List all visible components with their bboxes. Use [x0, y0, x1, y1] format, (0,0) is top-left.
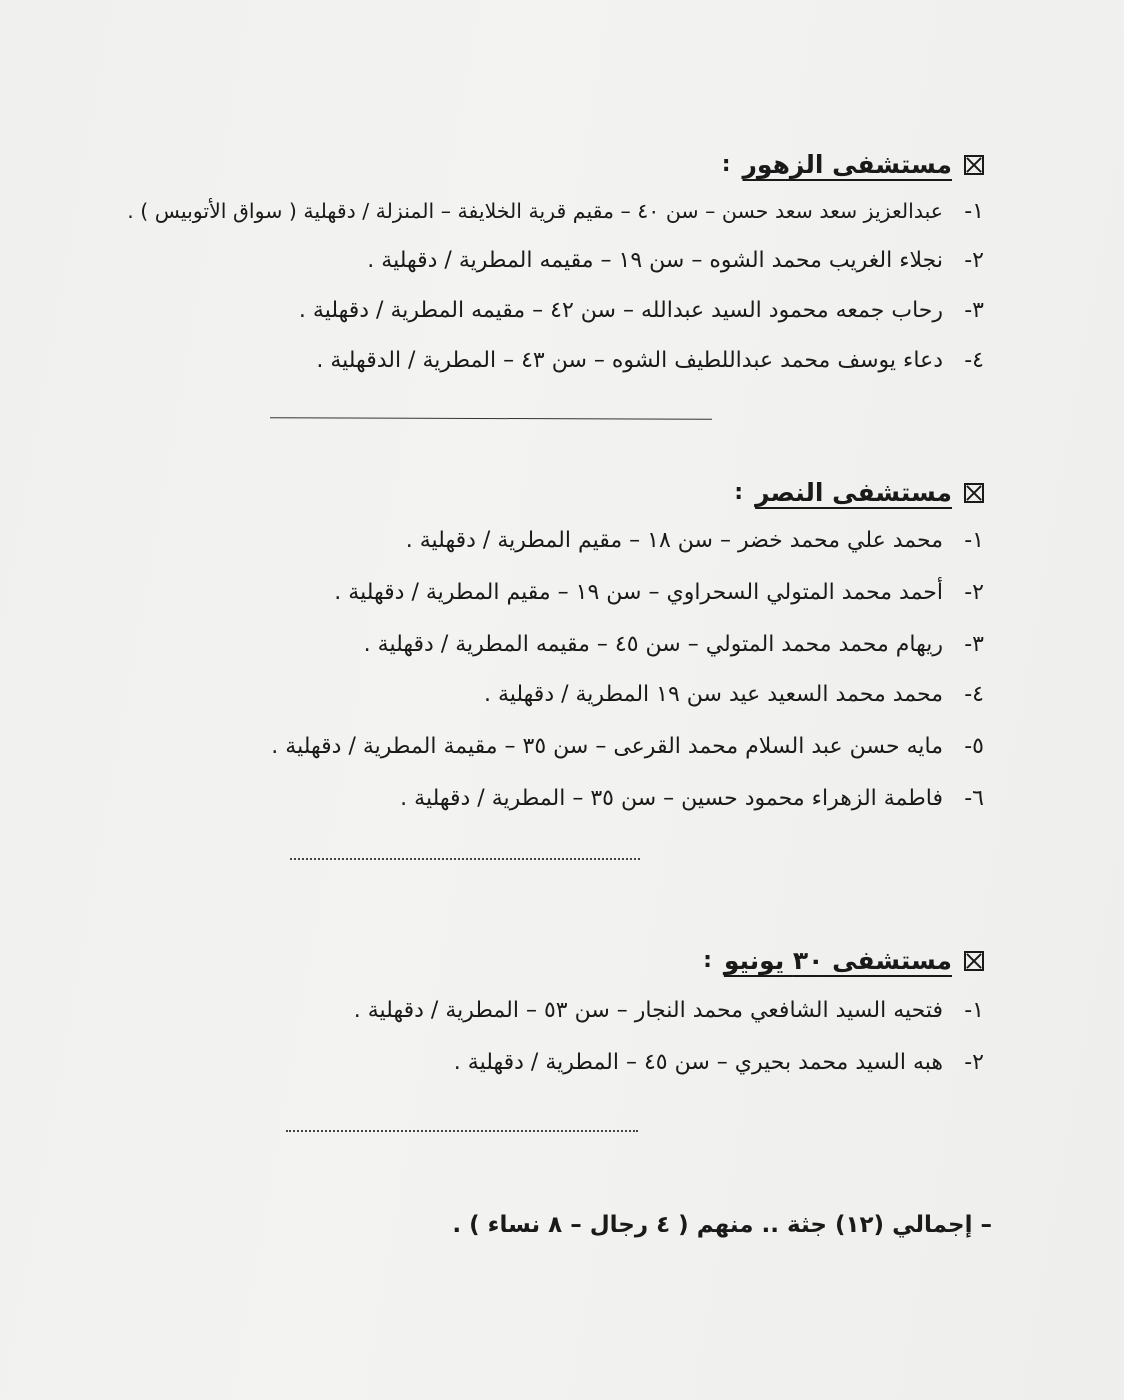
section-divider: [286, 1130, 638, 1132]
section-heading-zohour: مستشفى الزهور :: [722, 150, 984, 179]
section-title: مستشفى الزهور: [742, 150, 952, 179]
total-summary: – إجمالي (١٢) جثة .. منهم ( ٤ رجال – ٨ نساء ) .: [452, 1212, 992, 1238]
list-item: ٣- رحاب جمعه محمود السيد عبدالله – سن ٤٢ – مقيمه المطرية / دقهلية .: [298, 298, 984, 323]
checked-box-icon: [964, 155, 984, 175]
list-item: ٢- نجلاء الغريب محمد الشوه – سن ١٩ – مقيمه المطرية / دقهلية .: [367, 248, 984, 273]
section-title: مستشفى ٣٠ يونيو: [723, 946, 952, 975]
list-item: ٤- محمد محمد السعيد عيد سن ١٩ المطرية / دقهلية .: [483, 682, 984, 707]
section-title: مستشفى النصر: [755, 478, 952, 507]
section-heading-nasr: مستشفى النصر :: [734, 478, 984, 507]
section-divider: [270, 417, 712, 420]
section-divider: [290, 858, 640, 860]
checked-box-icon: [964, 951, 984, 971]
list-item: ٢- أحمد محمد المتولي السحراوي – سن ١٩ – مقيم المطرية / دقهلية .: [334, 580, 984, 605]
list-item: ٤- دعاء يوسف محمد عبداللطيف الشوه – سن ٤٣ – المطرية / الدقهلية .: [316, 348, 984, 373]
section-heading-30-june: مستشفى ٣٠ يونيو :: [703, 946, 984, 975]
list-item: ١- فتحيه السيد الشافعي محمد النجار – سن ٥٣ – المطرية / دقهلية .: [353, 998, 984, 1023]
list-item: ٦- فاطمة الزهراء محمود حسين – سن ٣٥ – المطرية / دقهلية .: [400, 786, 984, 811]
list-item: ١- عبدالعزيز سعد سعد حسن – سن ٤٠ – مقيم قرية الخلايفة – المنزلة / دقهلية ( سواق الأتوبيس ) .: [127, 199, 984, 224]
checked-box-icon: [964, 483, 984, 503]
list-item: ١- محمد علي محمد خضر – سن ١٨ – مقيم المطرية / دقهلية .: [405, 528, 984, 553]
list-item: ٣- ريهام محمد محمد المتولي – سن ٤٥ – مقيمه المطرية / دقهلية .: [363, 632, 984, 657]
list-item: ٢- هبه السيد محمد بحيري – سن ٤٥ – المطرية / دقهلية .: [453, 1050, 984, 1075]
list-item: ٥- مايه حسن عبد السلام محمد القرعى – سن ٣٥ – مقيمة المطرية / دقهلية .: [271, 734, 984, 759]
